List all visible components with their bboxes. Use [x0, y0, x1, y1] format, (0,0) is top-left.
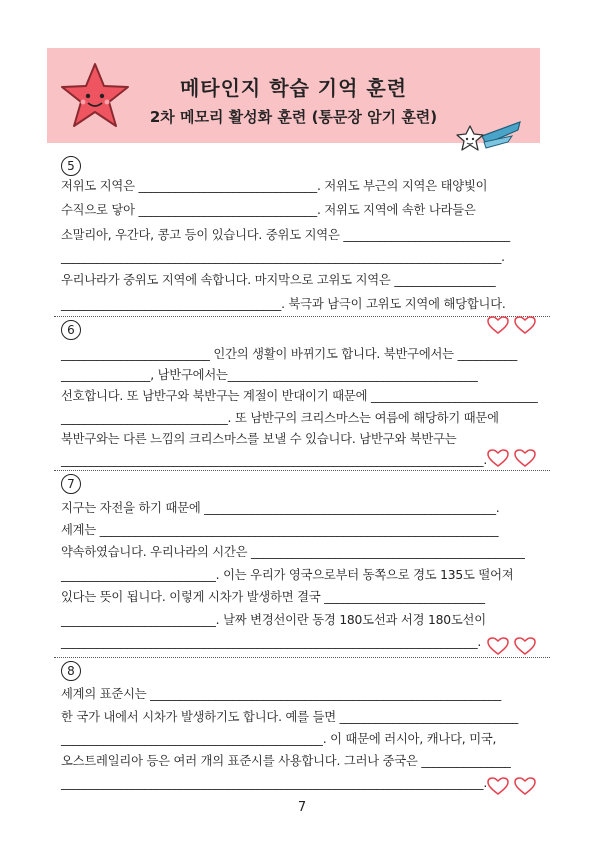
comet-icon — [452, 118, 524, 162]
section-8-line-4: 오스트레일리아 등은 여러 개의 표준시를 사용합니다. 그러나 중국은 _______________ — [61, 754, 511, 768]
section-6-line-5: 북반구와는 다른 느낌의 크리스마스를 보낼 수 있습니다. 남반구와 북반구는 — [61, 432, 457, 446]
heart-icon — [487, 637, 539, 657]
section-8-line-3: ____________________________________________. 이 때문에 러시아, 캐나다, 미국, — [61, 732, 497, 746]
page-subtitle: 2차 메모리 활성화 훈련 (통문장 암기 훈련) — [149, 108, 438, 126]
page-number: 7 — [297, 800, 307, 815]
section-7-line-1: 지구는 자전을 하기 때문에 _________________________________________________. — [61, 501, 500, 515]
section-7-line-2: 세계는 ___________________________________________________________________ — [61, 523, 499, 537]
section-7-line-6: __________________________. 날짜 변경선이란 동경 180도선과 서경 180도선이 — [61, 613, 486, 627]
heart-icon — [487, 449, 539, 469]
page-title: 메타인지 학습 기억 훈련 — [179, 76, 408, 100]
section-5-line-1: 저위도 지역은 ______________________________. 저위도 부근의 지역은 태양빛이 — [61, 179, 488, 193]
section-7-line-4: __________________________. 이는 우리가 영국으로부터 동쪽으로 경도 135도 떨어져 — [61, 568, 514, 582]
heart-icon — [487, 777, 539, 797]
section-7-line-7: ______________________________________________________________________. — [61, 635, 482, 649]
section-divider — [54, 316, 550, 317]
heart-icon — [487, 316, 539, 336]
section-6-line-1: _________________________ 인간의 생활이 바뀌기도 합니다. 북반구에서는 __________ — [61, 347, 518, 361]
section-6-line-6: _______________________________________________________________________. — [61, 453, 488, 467]
section-7-line-5: 있다는 뜻이 됩니다. 이렇게 시차가 발생하면 결국 ___________________________ — [61, 590, 485, 604]
section-8-line-5: _______________________________________________________________________. — [61, 776, 488, 790]
section-8-line-2: 한 국가 내에서 시차가 발생하기도 합니다. 예를 들면 ______________________________ — [61, 710, 519, 724]
section-6-line-4: ____________________________. 또 남반구의 크리스마스는 여름에 해당하기 때문에 — [61, 411, 499, 425]
section-5-line-2: 수직으로 닿아 ______________________________. 저위도 지역에 속한 나라들은 — [61, 203, 476, 217]
section-6-line-3: 선호합니다. 또 남반구와 북반구는 계절이 반대이기 때문에 ____________________________ — [61, 389, 538, 403]
section-8-line-1: 세계의 표준시는 ___________________________________________________________ — [61, 687, 502, 701]
section-divider — [54, 470, 550, 471]
section-5-line-6: _____________________________________. 북극과 남극이 고위도 지역에 해당합니다. — [61, 297, 506, 311]
section-number-7: 7 — [61, 474, 81, 494]
section-7-line-3: 약속하였습니다. 우리나라의 시간은 ______________________________________________ — [61, 545, 525, 559]
section-5-line-5: 우리나라가 중위도 지역에 속합니다. 마지막으로 고위도 지역은 _________________ — [61, 273, 496, 287]
section-5-line-3: 소말리아, 우간다, 콩고 등이 있습니다. 중위도 지역은 ____________________________ — [61, 228, 510, 242]
section-number-5: 5 — [61, 156, 81, 176]
section-6-line-2: _______________, 남반구에서는__________________________________________ — [61, 368, 478, 382]
section-number-8: 8 — [61, 661, 81, 681]
section-divider — [54, 657, 550, 658]
section-5-line-4: __________________________________________________________________________. — [61, 250, 505, 264]
star-mascot-icon — [60, 62, 130, 130]
section-number-6: 6 — [61, 320, 81, 340]
